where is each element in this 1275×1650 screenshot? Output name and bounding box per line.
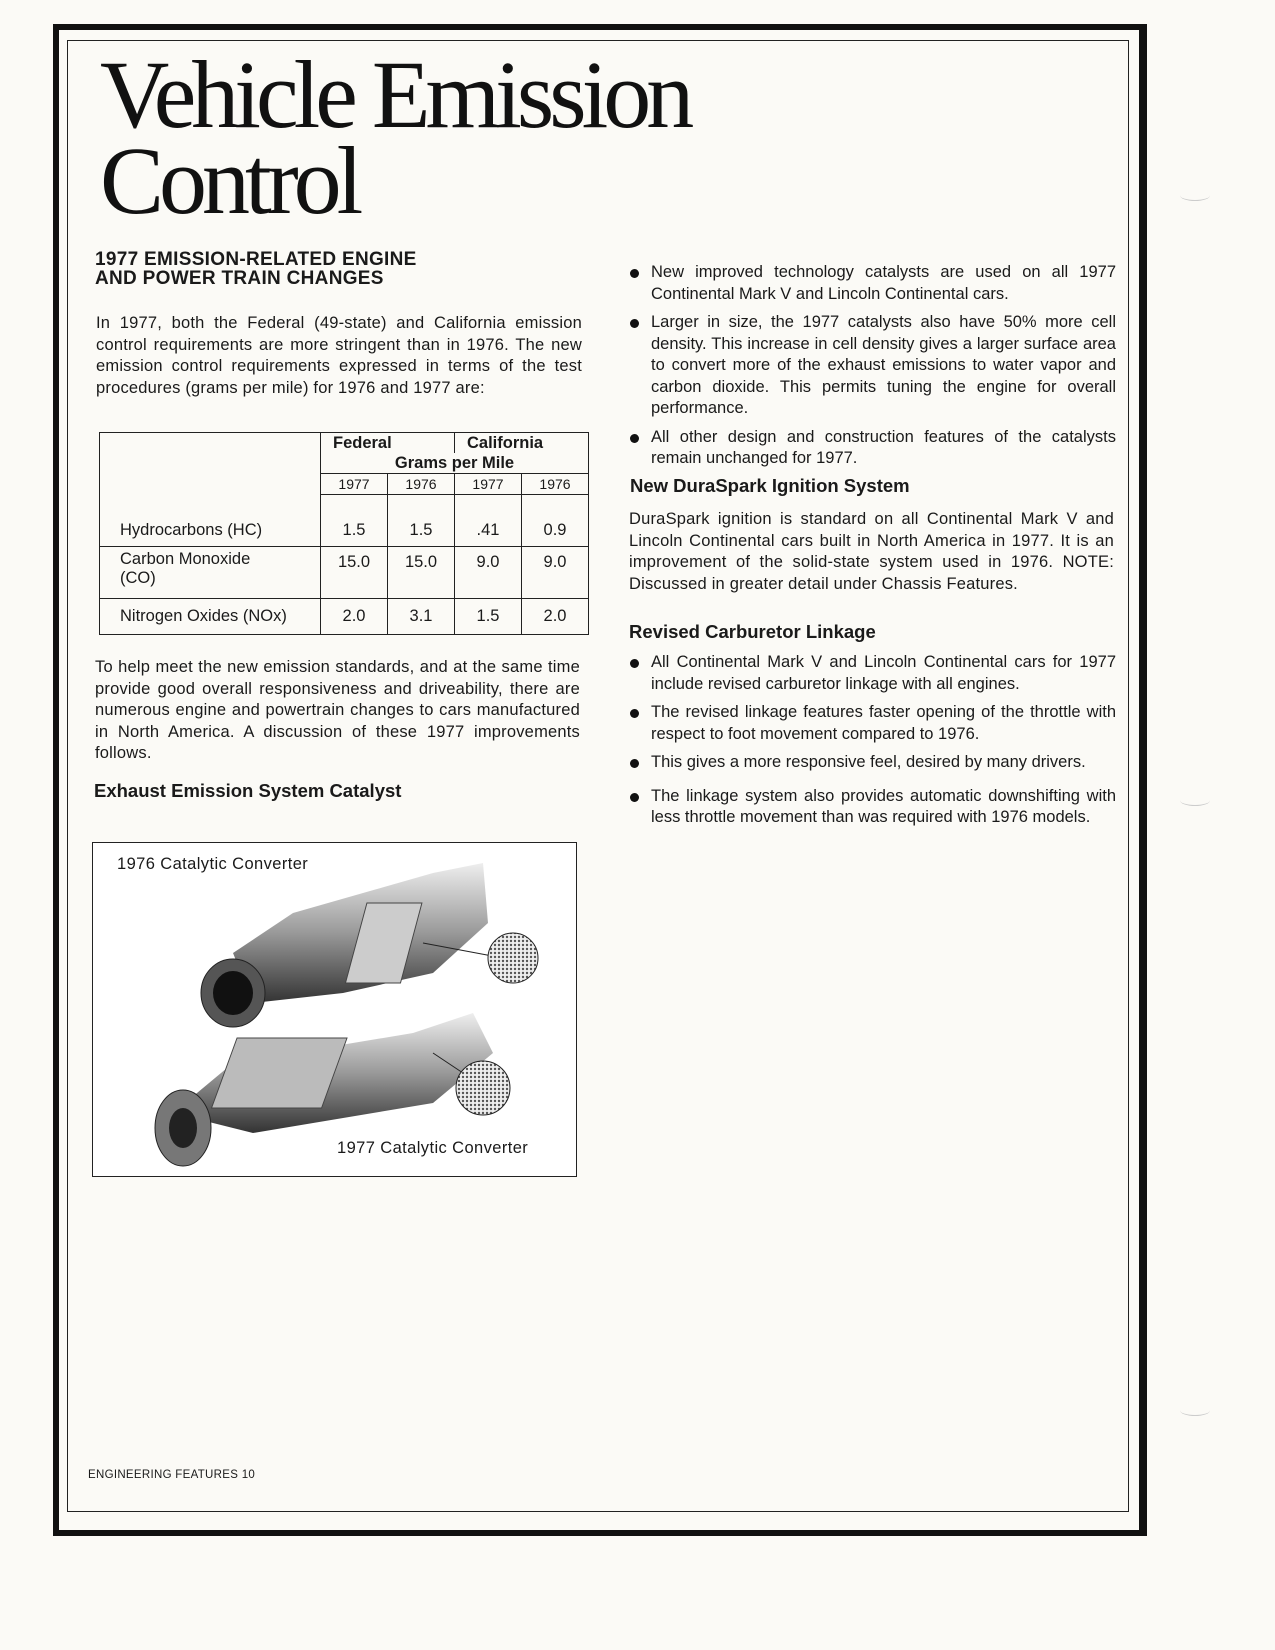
cell-density-detail-1977 xyxy=(456,1061,510,1115)
title-line: Vehicle Emission xyxy=(100,41,690,148)
group-federal: Federal xyxy=(321,433,455,454)
year-header: 1977 xyxy=(321,474,388,495)
cell-value: 0.9 xyxy=(522,495,589,547)
row-label: Nitrogen Oxides (NOx) xyxy=(100,599,321,635)
group-california: California xyxy=(455,433,589,454)
punch-hole-mark xyxy=(1180,1405,1210,1416)
cell-value: 15.0 xyxy=(321,547,388,599)
title-line: Control xyxy=(100,127,359,234)
cell-value: .41 xyxy=(455,495,522,547)
catalyst-bullet-list xyxy=(630,262,1116,477)
table-row xyxy=(100,599,589,635)
punch-hole-mark xyxy=(1180,795,1210,806)
emission-standards-table xyxy=(99,432,589,635)
row-label: Carbon Monoxide (CO) xyxy=(100,547,321,599)
photo-caption-1976: 1976 Catalytic Converter xyxy=(117,855,309,873)
cell-value: 2.0 xyxy=(321,599,388,635)
unit-label: Grams per Mile xyxy=(321,453,589,474)
table-corner xyxy=(100,433,321,495)
page-footer: ENGINEERING FEATURES 10 xyxy=(88,1469,256,1481)
page-title xyxy=(100,41,690,234)
paragraph-improvements: To help meet the new emission standards, and at the same time provide good overall responsiveness and driveability, there are numerous engine and powertrain changes to cars manufactured in North America. A discussion of these 1977 improvements follows. xyxy=(95,658,580,762)
intro-paragraph: In 1977, both the Federal (49-state) and California emission control requirements are more stringent than in 1976. The new emission control requirements expressed in terms of the test procedures (grams per mile) for 1976 and 1977 are: xyxy=(96,314,582,397)
catalytic-converter-photo xyxy=(92,842,577,1177)
heading-line: AND POWER TRAIN CHANGES xyxy=(95,268,384,289)
list-item: New improved technology catalysts are used on all 1977 Continental Mark V and Lincoln Continental cars. xyxy=(630,262,1116,305)
catalyst-heading: Exhaust Emission System Catalyst xyxy=(94,780,402,801)
list-item: All other design and construction features of the catalysts remain unchanged for 1977. xyxy=(630,427,1116,470)
row-label: Hydrocarbons (HC) xyxy=(100,495,321,547)
list-item: The revised linkage features faster opening of the throttle with respect to foot movement compared to 1976. xyxy=(630,702,1116,745)
cell-value: 2.0 xyxy=(522,599,589,635)
cell-value: 3.1 xyxy=(388,599,455,635)
duraspark-paragraph: DuraSpark ignition is standard on all Continental Mark V and Lincoln Continental cars built in North America in 1977. It is an improvement of the solid-state system used in 1976. NOTE: Discussed in greater detail under Chassis Features. xyxy=(629,510,1114,593)
cell-value: 9.0 xyxy=(455,547,522,599)
converter-1976 xyxy=(201,863,488,1027)
linkage-heading: Revised Carburetor Linkage xyxy=(629,621,876,642)
cell-value: 15.0 xyxy=(388,547,455,599)
linkage-bullet-list xyxy=(630,652,1116,836)
photo-caption-1977: 1977 Catalytic Converter xyxy=(337,1139,529,1157)
duraspark-heading: New DuraSpark Ignition System xyxy=(630,475,910,496)
list-item: The linkage system also provides automatic downshifting with less throttle movement than was required with 1976 models. xyxy=(630,786,1116,829)
year-header: 1977 xyxy=(455,474,522,495)
cell-density-detail-1976 xyxy=(488,933,538,983)
cell-value: 1.5 xyxy=(388,495,455,547)
list-item: Larger in size, the 1977 catalysts also have 50% more cell density. This increase in cell density gives a larger surface area to convert more of the exhaust emissions to water vapor and carbon dioxide. This permits tuning the engine for overall performance. xyxy=(630,312,1116,420)
table-row xyxy=(100,547,589,599)
year-header: 1976 xyxy=(388,474,455,495)
cell-value: 1.5 xyxy=(455,599,522,635)
table-row xyxy=(100,495,589,547)
year-header: 1976 xyxy=(522,474,589,495)
punch-hole-mark xyxy=(1180,190,1210,201)
list-item: All Continental Mark V and Lincoln Continental cars for 1977 include revised carburetor linkage with all engines. xyxy=(630,652,1116,695)
list-item: This gives a more responsive feel, desired by many drivers. xyxy=(630,752,1116,774)
cell-value: 9.0 xyxy=(522,547,589,599)
section-heading xyxy=(95,250,417,288)
heading-line: 1977 EMISSION-RELATED ENGINE xyxy=(95,249,417,270)
cell-value: 1.5 xyxy=(321,495,388,547)
converter-illustration xyxy=(93,843,576,1176)
